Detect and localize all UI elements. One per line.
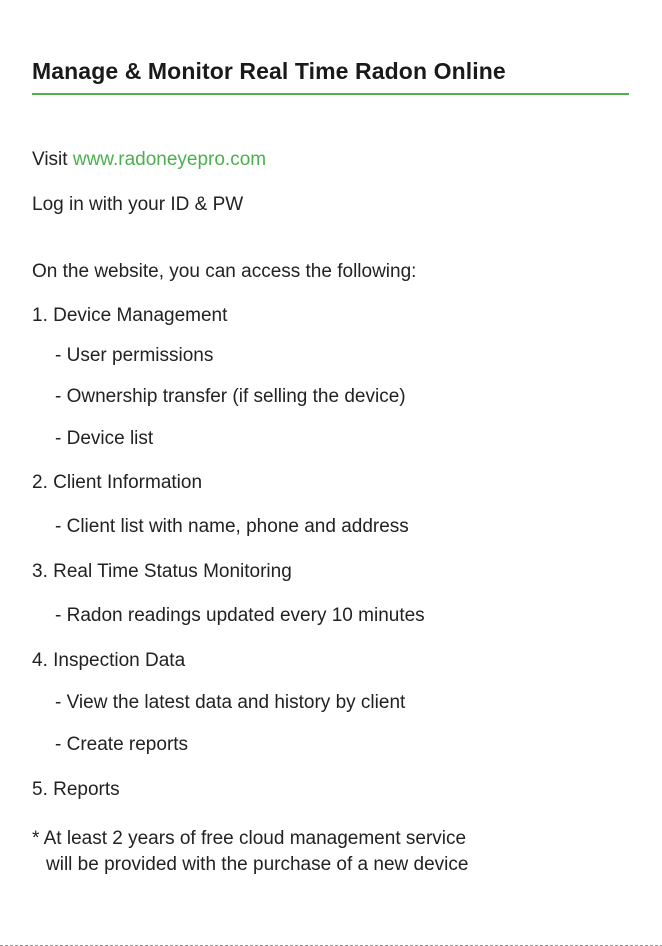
list-item: - Radon readings updated every 10 minutes bbox=[55, 605, 425, 626]
list-item: - View the latest data and history by client bbox=[55, 692, 406, 713]
section-heading-real-time-monitoring: 3. Real Time Status Monitoring bbox=[32, 561, 292, 582]
section-heading-inspection-data: 4. Inspection Data bbox=[32, 650, 186, 671]
website-link[interactable]: www.radoneyepro.com bbox=[72, 149, 267, 170]
visit-prefix: Visit bbox=[32, 149, 73, 170]
login-instruction: Log in with your ID & PW bbox=[32, 194, 244, 215]
section-heading-client-information: 2. Client Information bbox=[32, 472, 203, 493]
section-heading-device-management: 1. Device Management bbox=[32, 305, 228, 326]
footnote-line-1: * At least 2 years of free cloud management service bbox=[32, 828, 467, 849]
title-divider bbox=[32, 93, 629, 95]
visit-line bbox=[32, 148, 266, 172]
footnote bbox=[32, 826, 468, 878]
footnote-line-2: will be provided with the purchase of a new device bbox=[46, 854, 469, 875]
list-item: - Client list with name, phone and address bbox=[55, 516, 409, 537]
section-heading-reports: 5. Reports bbox=[32, 779, 120, 800]
list-item: - Ownership transfer (if selling the device) bbox=[55, 386, 406, 407]
list-item: - User permissions bbox=[55, 345, 214, 366]
intro-text: On the website, you can access the following: bbox=[32, 261, 417, 282]
list-item: - Create reports bbox=[55, 734, 189, 755]
list-item: - Device list bbox=[55, 428, 154, 449]
page-title: Manage & Monitor Real Time Radon Online bbox=[32, 58, 506, 84]
